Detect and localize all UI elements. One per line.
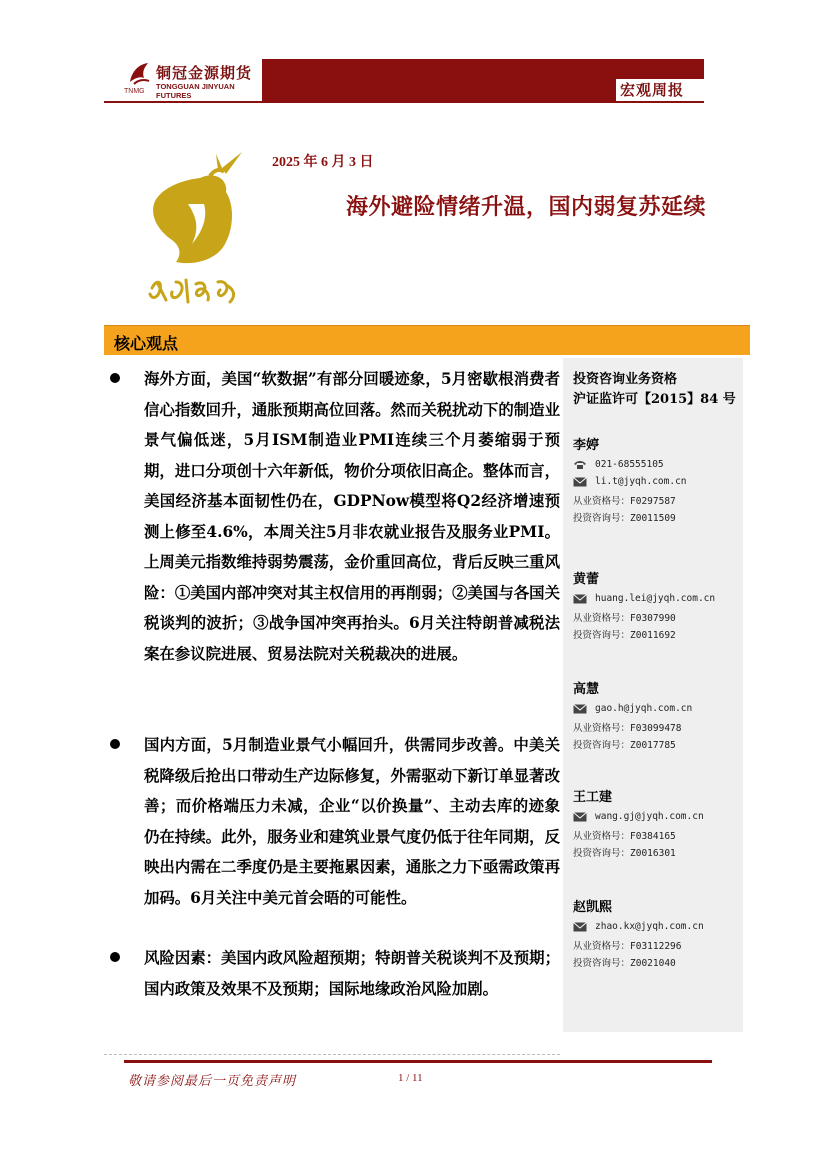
qualification-license: 沪证监许可【2015】84 号 xyxy=(573,392,736,407)
analyst-email[interactable]: wang.gj@jyqh.com.cn xyxy=(573,811,741,828)
mail-icon xyxy=(573,922,587,932)
qualification-title: 投资咨询业务资格 xyxy=(573,372,678,387)
analyst-name: 李婷 xyxy=(573,438,600,453)
mail-icon xyxy=(573,594,587,604)
analyst-invest-no: 投资咨询号：Z0017785 xyxy=(573,740,676,751)
bullet-text: 风险因素：美国内政风险超预期；特朗普关税谈判不及预期；国内政策及效果不及预期；国际地缘政治风险加剧。 xyxy=(144,949,560,998)
analyst-name: 黄蕾 xyxy=(573,572,600,587)
analyst-card xyxy=(573,434,741,527)
analyst-card xyxy=(573,896,741,972)
analyst-name: 高慧 xyxy=(573,682,600,697)
analyst-card xyxy=(573,568,741,644)
phone-icon xyxy=(573,460,587,470)
analyst-sidebar xyxy=(563,358,743,1032)
page-number: 1 / 11 xyxy=(398,1072,423,1084)
report-type: 宏观周报 xyxy=(620,81,685,99)
company-name-en: TONGGUAN JINYUAN FUTURES xyxy=(156,82,235,100)
content-bottom-rule xyxy=(104,1054,560,1055)
analyst-phone: 021-68555105 xyxy=(573,459,741,476)
bullet-dot-icon xyxy=(110,952,120,962)
company-name-cn: 铜冠金源期货 xyxy=(156,64,253,82)
analyst-name: 王工建 xyxy=(573,790,613,805)
header-rule xyxy=(104,101,704,103)
company-abbr: TNMG xyxy=(124,88,145,95)
company-logo-icon xyxy=(126,60,152,88)
analyst-practice-no: 从业资格号：F0297587 xyxy=(573,496,676,507)
footer-rule xyxy=(124,1060,712,1063)
analyst-practice-no: 从业资格号：F03112296 xyxy=(573,941,682,952)
analyst-card xyxy=(573,678,741,754)
mail-icon xyxy=(573,812,587,822)
analyst-email[interactable]: li.t@jyqh.com.cn xyxy=(573,476,741,493)
core-view-content xyxy=(104,360,558,1055)
bullet-text: 海外方面，美国“软数据”有部分回暖迹象，5月密歇根消费者信心指数回升，通胀预期高位回落。然而关税扰动下的制造业景气偏低迷，5月ISM制造业PMI连续三个月萎缩弱于预期，进口分项创十六年新低，物价分项依旧高企。整体而言，美国经济基本面韧性仍在，GDPNow模型将Q2经济增速预测上修至4.6%，本周关注5月非农就业报告及服务业PMI。上周美元指数维持弱势震荡，金价重回高位，背后反映三重风险：①美国内部冲突对其主权信用的再削弱；②美国与各国关税谈判的波折；③战争国冲突再抬头。6月关注特朗普减税法案在参议院进展、贸易法院对关税裁决的进展。 xyxy=(144,370,560,663)
core-view-label: 核心观点 xyxy=(114,334,179,353)
core-view-bar xyxy=(104,325,750,355)
emblem-icon xyxy=(130,148,260,313)
bullet-text: 国内方面，5月制造业景气小幅回升，供需同步改善。中美关税降级后抢出口带动生产边际修复，外需驱动下新订单显著改善；而价格端压力未减，企业“以价换量”、主动去库的迹象仍在持续。此外，服务业和建筑业景气度仍低于往年同期，反映出内需在二季度仍是主要拖累因素，通胀之力下亟需政策再加码。6月关注中美元首会晤的可能性。 xyxy=(144,736,560,907)
bullet-dot-icon xyxy=(110,373,120,383)
mail-icon xyxy=(573,704,587,714)
analyst-name: 赵凯熙 xyxy=(573,900,613,915)
mail-icon xyxy=(573,477,587,487)
bullet-dot-icon xyxy=(110,739,120,749)
analyst-card xyxy=(573,786,741,862)
company-logo xyxy=(118,58,263,98)
analyst-invest-no: 投资咨询号：Z0016301 xyxy=(573,848,676,859)
analyst-practice-no: 从业资格号：F0307990 xyxy=(573,613,676,624)
footer-disclaimer[interactable]: 敬请参阅最后一页免责声明 xyxy=(128,1074,297,1089)
analyst-email[interactable]: zhao.kx@jyqh.com.cn xyxy=(573,921,741,938)
analyst-invest-no: 投资咨询号：Z0011509 xyxy=(573,513,676,524)
analyst-invest-no: 投资咨询号：Z0021040 xyxy=(573,958,676,969)
analyst-practice-no: 从业资格号：F0384165 xyxy=(573,831,676,842)
report-date: 2025 年 6 月 3 日 xyxy=(272,155,374,170)
analyst-invest-no: 投资咨询号：Z0011692 xyxy=(573,630,676,641)
analyst-email[interactable]: huang.lei@jyqh.com.cn xyxy=(573,593,741,610)
report-title: 海外避险情绪升温，国内弱复苏延续 xyxy=(346,194,707,220)
analyst-email[interactable]: gao.h@jyqh.com.cn xyxy=(573,703,741,720)
analyst-practice-no: 从业资格号：F03099478 xyxy=(573,723,682,734)
